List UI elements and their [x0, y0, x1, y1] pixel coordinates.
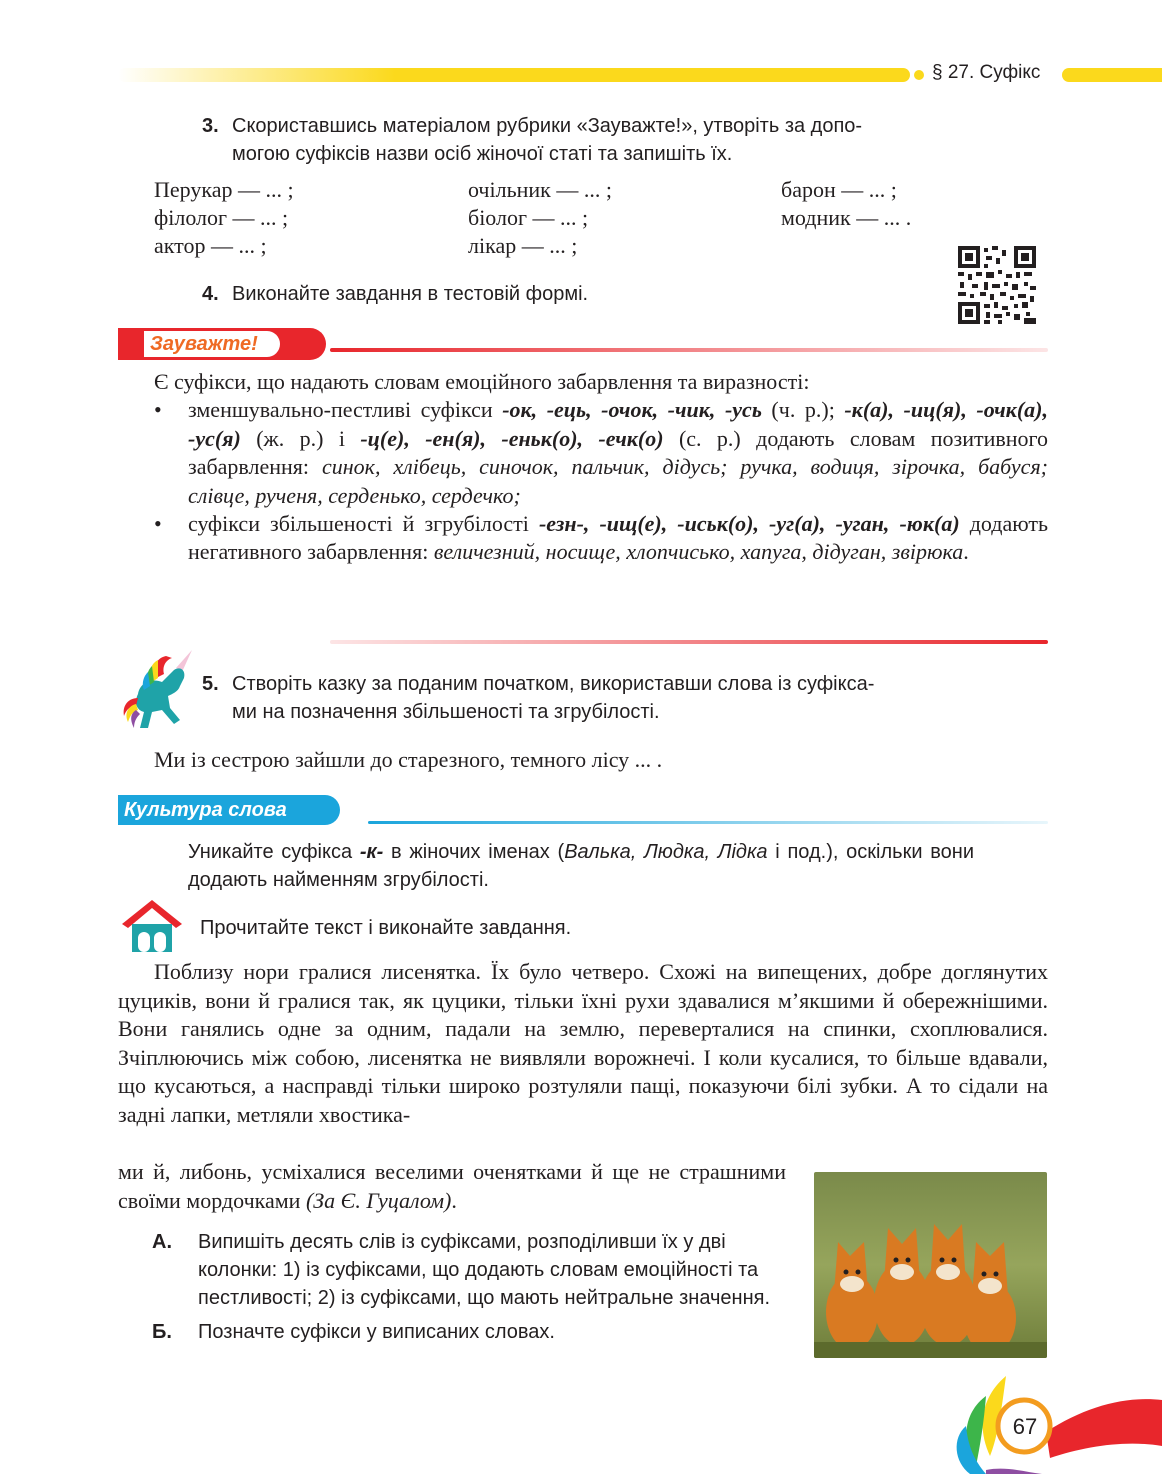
- fox-cubs-photo: [814, 1172, 1047, 1358]
- subtask-b: [152, 1318, 786, 1346]
- task-number: 4.: [202, 283, 219, 305]
- header-bar: [118, 68, 910, 82]
- note-bullet-2: [154, 510, 1048, 567]
- note-bullet-1: [154, 396, 1048, 510]
- culture-names: Валька, Людка, Лідка: [564, 841, 768, 863]
- task-5: [202, 670, 1006, 726]
- note-text: зменшувально-пестливі суфікси: [188, 397, 503, 423]
- note-body: [154, 368, 1048, 567]
- note-divider-bottom: [330, 640, 1048, 644]
- subtask-text: Позначте суфікси у виписаних словах.: [198, 1321, 555, 1343]
- task-text-line: Скориставшись матеріалом рубрики «Зауважте!», утворіть за допо-: [232, 115, 863, 137]
- section-title: § 27. Суфікс: [932, 62, 1041, 83]
- home-icon: [118, 896, 186, 954]
- task-number: 5.: [202, 673, 219, 695]
- page-number: 67: [1012, 1414, 1038, 1439]
- note-text: (ж. р.) і: [240, 425, 361, 451]
- subtask-text: Випишіть десять слів із суфіксами, розподіливши їх у дві колонки: 1) із суфіксами, що додають словам емоційності та пестливості; 2) із суфіксами, що мають нейтральне значення.: [198, 1231, 771, 1309]
- unicorn-icon: [118, 648, 198, 734]
- task-3: [202, 112, 1006, 168]
- suffix-list: -ок, -ець, -очок, -чик, -усь: [502, 397, 762, 423]
- task-number: 3.: [202, 115, 219, 137]
- home-task-text: Прочитайте текст і виконайте завдання.: [200, 917, 572, 939]
- word-item: лікар — ... ;: [468, 233, 578, 258]
- example-words: синок, хлібець, синочок, пальчик, дідусь; ручка, водиця, зірочка, бабуся; слівце, рученя, серденько, сердечко;: [188, 454, 1048, 508]
- reading-text: Поблизу нори гралися лисенятка. Їх було четверо. Схожі на випещених, добре доглянутих цуциків, вони й гралися так, як цуцики, тільки їхні рухи здавалися м’якшими й обережнішими. Вони ганялись одне за одним, падали на землю, переверталися на спинки, схоплювалися. Зчіплюючись між собою, лисенятка не виявляли ворожнечі. І коли кусалися, то більше вдавали, що кусаються, а насправді тільки широко розтуляли пащі, показуючи білі зубки. А то сідали на задні лапки, метляли хвостика-: [118, 959, 1048, 1127]
- suffix-list: -к(а), -иц(я), -очк(а), -ус(я): [188, 397, 1048, 451]
- subtask-letter: А.: [152, 1231, 172, 1253]
- qr-code-icon[interactable]: [958, 246, 1036, 324]
- culture-text-part: і под.), оскільки вони додають найменням згрубілості.: [188, 841, 974, 891]
- culture-divider: [368, 821, 1048, 824]
- word-item: очільник — ... ;: [468, 177, 612, 202]
- header-bar-right: [1062, 68, 1162, 82]
- bullet-dot: •: [154, 511, 162, 537]
- culture-text-part: Уникайте суфікса: [188, 841, 360, 863]
- task-text-line: ми на позначення збільшеності та згрубілості.: [232, 701, 660, 723]
- reading-source: (За Є. Гуцалом): [305, 1187, 452, 1213]
- task-text: Виконайте завдання в тестовій формі.: [232, 283, 589, 305]
- note-text: (ч. р.);: [761, 397, 845, 423]
- page-decoration: [946, 1366, 1162, 1474]
- reading-text-wrap: [118, 1158, 786, 1215]
- word-item: модник — ... .: [781, 205, 912, 230]
- word-col-3: [781, 176, 911, 232]
- reading-text-part: ми й, либонь, усміхалися веселими оченятками й ще не страшними своїми мордочками: [118, 1159, 786, 1213]
- task-text-line: могою суфіксів назви осіб жіночої статі та запишіть їх.: [232, 143, 733, 165]
- word-item: актор — ... ;: [154, 233, 267, 258]
- word-item: біолог — ... ;: [468, 205, 589, 230]
- note-intro: Є суфікси, що надають словам емоційного забарвлення та виразності:: [154, 369, 810, 394]
- subtask-a: [152, 1228, 786, 1312]
- example-words: величезний, носище, хлопчисько, хапуга, дідуган, звірюка: [433, 539, 964, 565]
- culture-text: [188, 838, 974, 894]
- culture-suffix: -к-: [359, 841, 384, 863]
- word-item: Перукар — ... ;: [154, 177, 294, 202]
- reading-text-part: .: [451, 1187, 457, 1213]
- story-start: Ми із сестрою зайшли до старезного, темного лісу ... .: [154, 747, 663, 772]
- suffix-list: -ц(е), -ен(я), -еньк(о), -ечк(о): [360, 425, 664, 451]
- suffix-list: -езн-, -ищ(е), -иськ(о), -уг(а), -уган, -юк(а): [538, 511, 960, 537]
- note-text: суфікси збільшеності й згрубілості: [188, 511, 539, 537]
- culture-text-part: в жіночих іменах (: [383, 841, 565, 863]
- note-label: Зауважте!: [150, 333, 258, 355]
- word-col-2: [468, 176, 612, 260]
- note-text: (с. р.) додають словам позитивного забарвлення:: [188, 425, 1048, 480]
- subtask-list: [152, 1228, 786, 1346]
- note-divider-top: [330, 348, 1048, 352]
- subtask-letter: Б.: [152, 1321, 172, 1343]
- word-item: філолог — ... ;: [154, 205, 289, 230]
- note-text: .: [963, 539, 969, 565]
- task-4: [202, 280, 906, 308]
- word-item: барон — ... ;: [781, 177, 897, 202]
- word-col-1: [154, 176, 294, 260]
- culture-label: Культура слова: [124, 799, 287, 821]
- note-text: додають негативного забарвлення:: [188, 511, 1049, 565]
- task-text-line: Створіть казку за поданим початком, використавши слова із суфікса-: [232, 673, 875, 695]
- header-bullet: [914, 70, 924, 80]
- bullet-dot: •: [154, 397, 162, 423]
